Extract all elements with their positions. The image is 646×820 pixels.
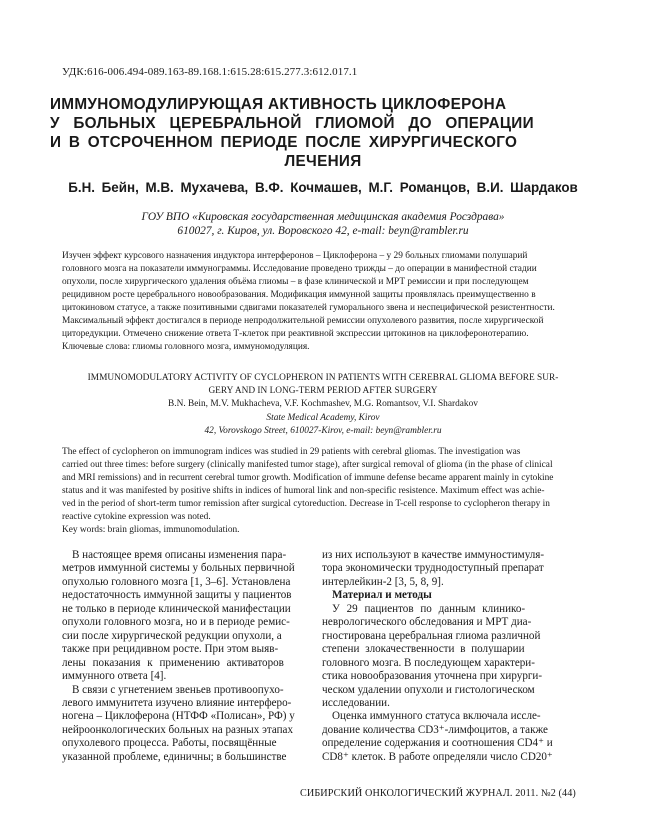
en-affiliation-line: State Medical Academy, Kirov [266, 412, 380, 423]
abstract-line: Максимальный эффект достигался в периоде непродолжительной ремиссии опухолевого развития, после хирургической [62, 316, 544, 326]
body-line: нейроонкологических больных на разных этапах [62, 723, 294, 736]
keywords-ru: Ключевые слова: глиомы головного мозга, иммуномодуляция. [62, 342, 310, 352]
abstract-line: reactive cytokine expression was noted. [62, 512, 211, 522]
body-line: из них используют в качестве иммуностимуля- [322, 549, 545, 561]
body-line: метров иммунной системы у больных первичной [62, 562, 295, 575]
en-title-line: GERY AND IN LONG-TERM PERIOD AFTER SURGERY [208, 386, 438, 397]
body-line: тора экономически труднодоступный препарат [322, 562, 544, 575]
english-header [58, 372, 588, 438]
abstract-line: головного мозга на показатели иммунограммы. Исследование проведено трижды – до операции в манифестной стадии [62, 264, 537, 274]
body-line: неврологического обследования и МРТ диа- [322, 616, 532, 629]
abstract-line: carried out three times: before surgery (clinically manifested tumor stage), after surgical removal of glioma (in the phase of clinical [62, 460, 553, 470]
affiliation [40, 210, 606, 238]
affiliation-line: 610027, г. Киров, ул. Воровского 42, e-mail: beyn@rambler.ru [177, 225, 469, 237]
en-title-line: IMMUNOMODULATORY ACTIVITY OF CYCLOPHERON IN PATIENTS WITH CEREBRAL GLIOMA BEFORE SUR- [87, 373, 559, 383]
section-heading: Материал и методы [332, 589, 432, 602]
body-column-right [322, 549, 584, 764]
body-line: дование количества CD3⁺-лимфоцитов, а также [322, 723, 548, 736]
abstract-english [62, 446, 584, 537]
abstract-line: ved in the period of short-term tumor remission after surgical cytoreduction. Decrease in T-cell response to cyclopheron therapy in [62, 499, 550, 509]
body-line: У 29 пациентов по данным клинико- [332, 602, 526, 615]
body-line: В связи с угнетением звеньев противоопухо- [72, 683, 284, 696]
article-title [50, 95, 596, 171]
title-line: ЛЕЧЕНИЯ [284, 153, 362, 170]
body-line: сии после хирургической редукции опухоли, а [62, 629, 282, 642]
en-affiliation-line: 42, Vorovskogo Street, 610027-Kirov, e-mail: beyn@rambler.ru [204, 425, 442, 436]
abstract-line: опухоли, после хирургического удаления объёма глиомы – в фазе клинической и МРТ ремиссии и при последующем [62, 277, 529, 287]
body-line: левого иммунитета изучено влияние интерферо- [62, 696, 292, 709]
body-line: опухолью головного мозга [1, 3–6]. Установлена [62, 575, 291, 588]
body-line: ногена – Циклоферона (НТФФ «Полисан», РФ) у [62, 710, 295, 723]
body-line: исследовании. [322, 696, 390, 709]
body-line: опухоли головного мозга, но и в периоде ремис- [62, 616, 290, 629]
title-line: И В ОТСРОЧЕННОМ ПЕРИОДЕ ПОСЛЕ ХИРУРГИЧЕСКОГО [50, 134, 518, 151]
body-line: не только в периоде клинической манифестации [62, 602, 291, 615]
body-line: недостаточность иммунной защиты у пациентов [62, 589, 292, 602]
abstract-line: and MRI remissions) and in recurrent cerebral tumor growth. Modification of immune defense became apparent mainly in cytokine [62, 473, 554, 483]
abstract-line: цитокиновом статусе, а также позитивными сдвигами показателей гуморального звена и неспецифической резистентности. [62, 303, 555, 313]
body-line: головного мозга. В последующем характери- [322, 656, 535, 669]
body-line: иммунного ответа [4]. [62, 670, 167, 683]
abstract-line: рецидивном росте церебрального новообразования. Модификация иммунной защиты проявлялась преимущественно в [62, 290, 536, 300]
body-line: лены показания к применению активаторов [62, 656, 284, 669]
en-authors: B.N. Bein, M.V. Mukhacheva, V.F. Kochmashev, M.G. Romantsov, V.I. Shardakov [168, 399, 478, 410]
abstract-russian [62, 250, 584, 354]
title-line: У БОЛЬНЫХ ЦЕРЕБРАЛЬНОЙ ГЛИОМОЙ ДО ОПЕРАЦИИ [50, 115, 534, 132]
affiliation-line: ГОУ ВПО «Кировская государственная медицинская академия Росздрава» [141, 211, 505, 223]
abstract-line: The effect of cyclopheron on immunogram indices was studied in 29 patients with cerebral gliomas. The investigation was [62, 447, 521, 457]
abstract-line: циторедукции. Отмечено снижение ответа Т-клеток при реактивной экспрессии цитокинов на циклоферонотерапию. [62, 329, 529, 339]
body-line: Оценка иммунного статуса включала иссле- [332, 710, 541, 723]
body-line: CD8⁺ клеток. В работе определяли число CD20⁺ [322, 750, 553, 763]
keywords-en: Key words: brain gliomas, immunomodulation. [62, 525, 240, 535]
body-column-left [62, 549, 300, 764]
title-line: ИММУНОМОДУЛИРУЮЩАЯ АКТИВНОСТЬ ЦИКЛОФЕРОНА [50, 96, 507, 113]
authors: Б.Н. Бейн, М.В. Мухачева, В.Ф. Кочмашев, М.Г. Романцов, В.И. Шардаков [68, 180, 578, 195]
abstract-line: status and it was manifested by positive shifts in indices of humoral link and non-specific resistence. Maximum effect was achie- [62, 486, 545, 496]
body-line: определение содержания и соотношения CD4⁺ и [322, 737, 553, 750]
body-line: стика новообразования уточнена при хирурги- [322, 670, 543, 683]
udk-code: УДК:616-006.494-089.163-89.168.1:615.28:615.277.3:612.017.1 [62, 66, 358, 78]
body-line: гностирована церебральная глиома различной [322, 629, 541, 642]
journal-footer: СИБИРСКИЙ ОНКОЛОГИЧЕСКИЙ ЖУРНАЛ. 2011. №2 (44) [300, 788, 576, 799]
body-line: опухолевого процесса. Работы, посвящённые [62, 737, 277, 750]
body-line: указанной проблеме, единичны; в большинстве [62, 750, 287, 763]
abstract-line: Изучен эффект курсового назначения индуктора интерферонов – Циклоферона – у 29 больных глиомами полушарий [62, 251, 528, 261]
body-line: также при рецидивном росте. При этом выяв- [62, 643, 279, 656]
body-line: В настоящее время описаны изменения пара- [72, 549, 287, 561]
body-line: интерлейкин-2 [3, 5, 8, 9]. [322, 575, 444, 588]
body-line: степени злокачественности в полушарии [322, 643, 525, 656]
body-line: ческом удалении опухоли и гистологическом [322, 683, 535, 696]
